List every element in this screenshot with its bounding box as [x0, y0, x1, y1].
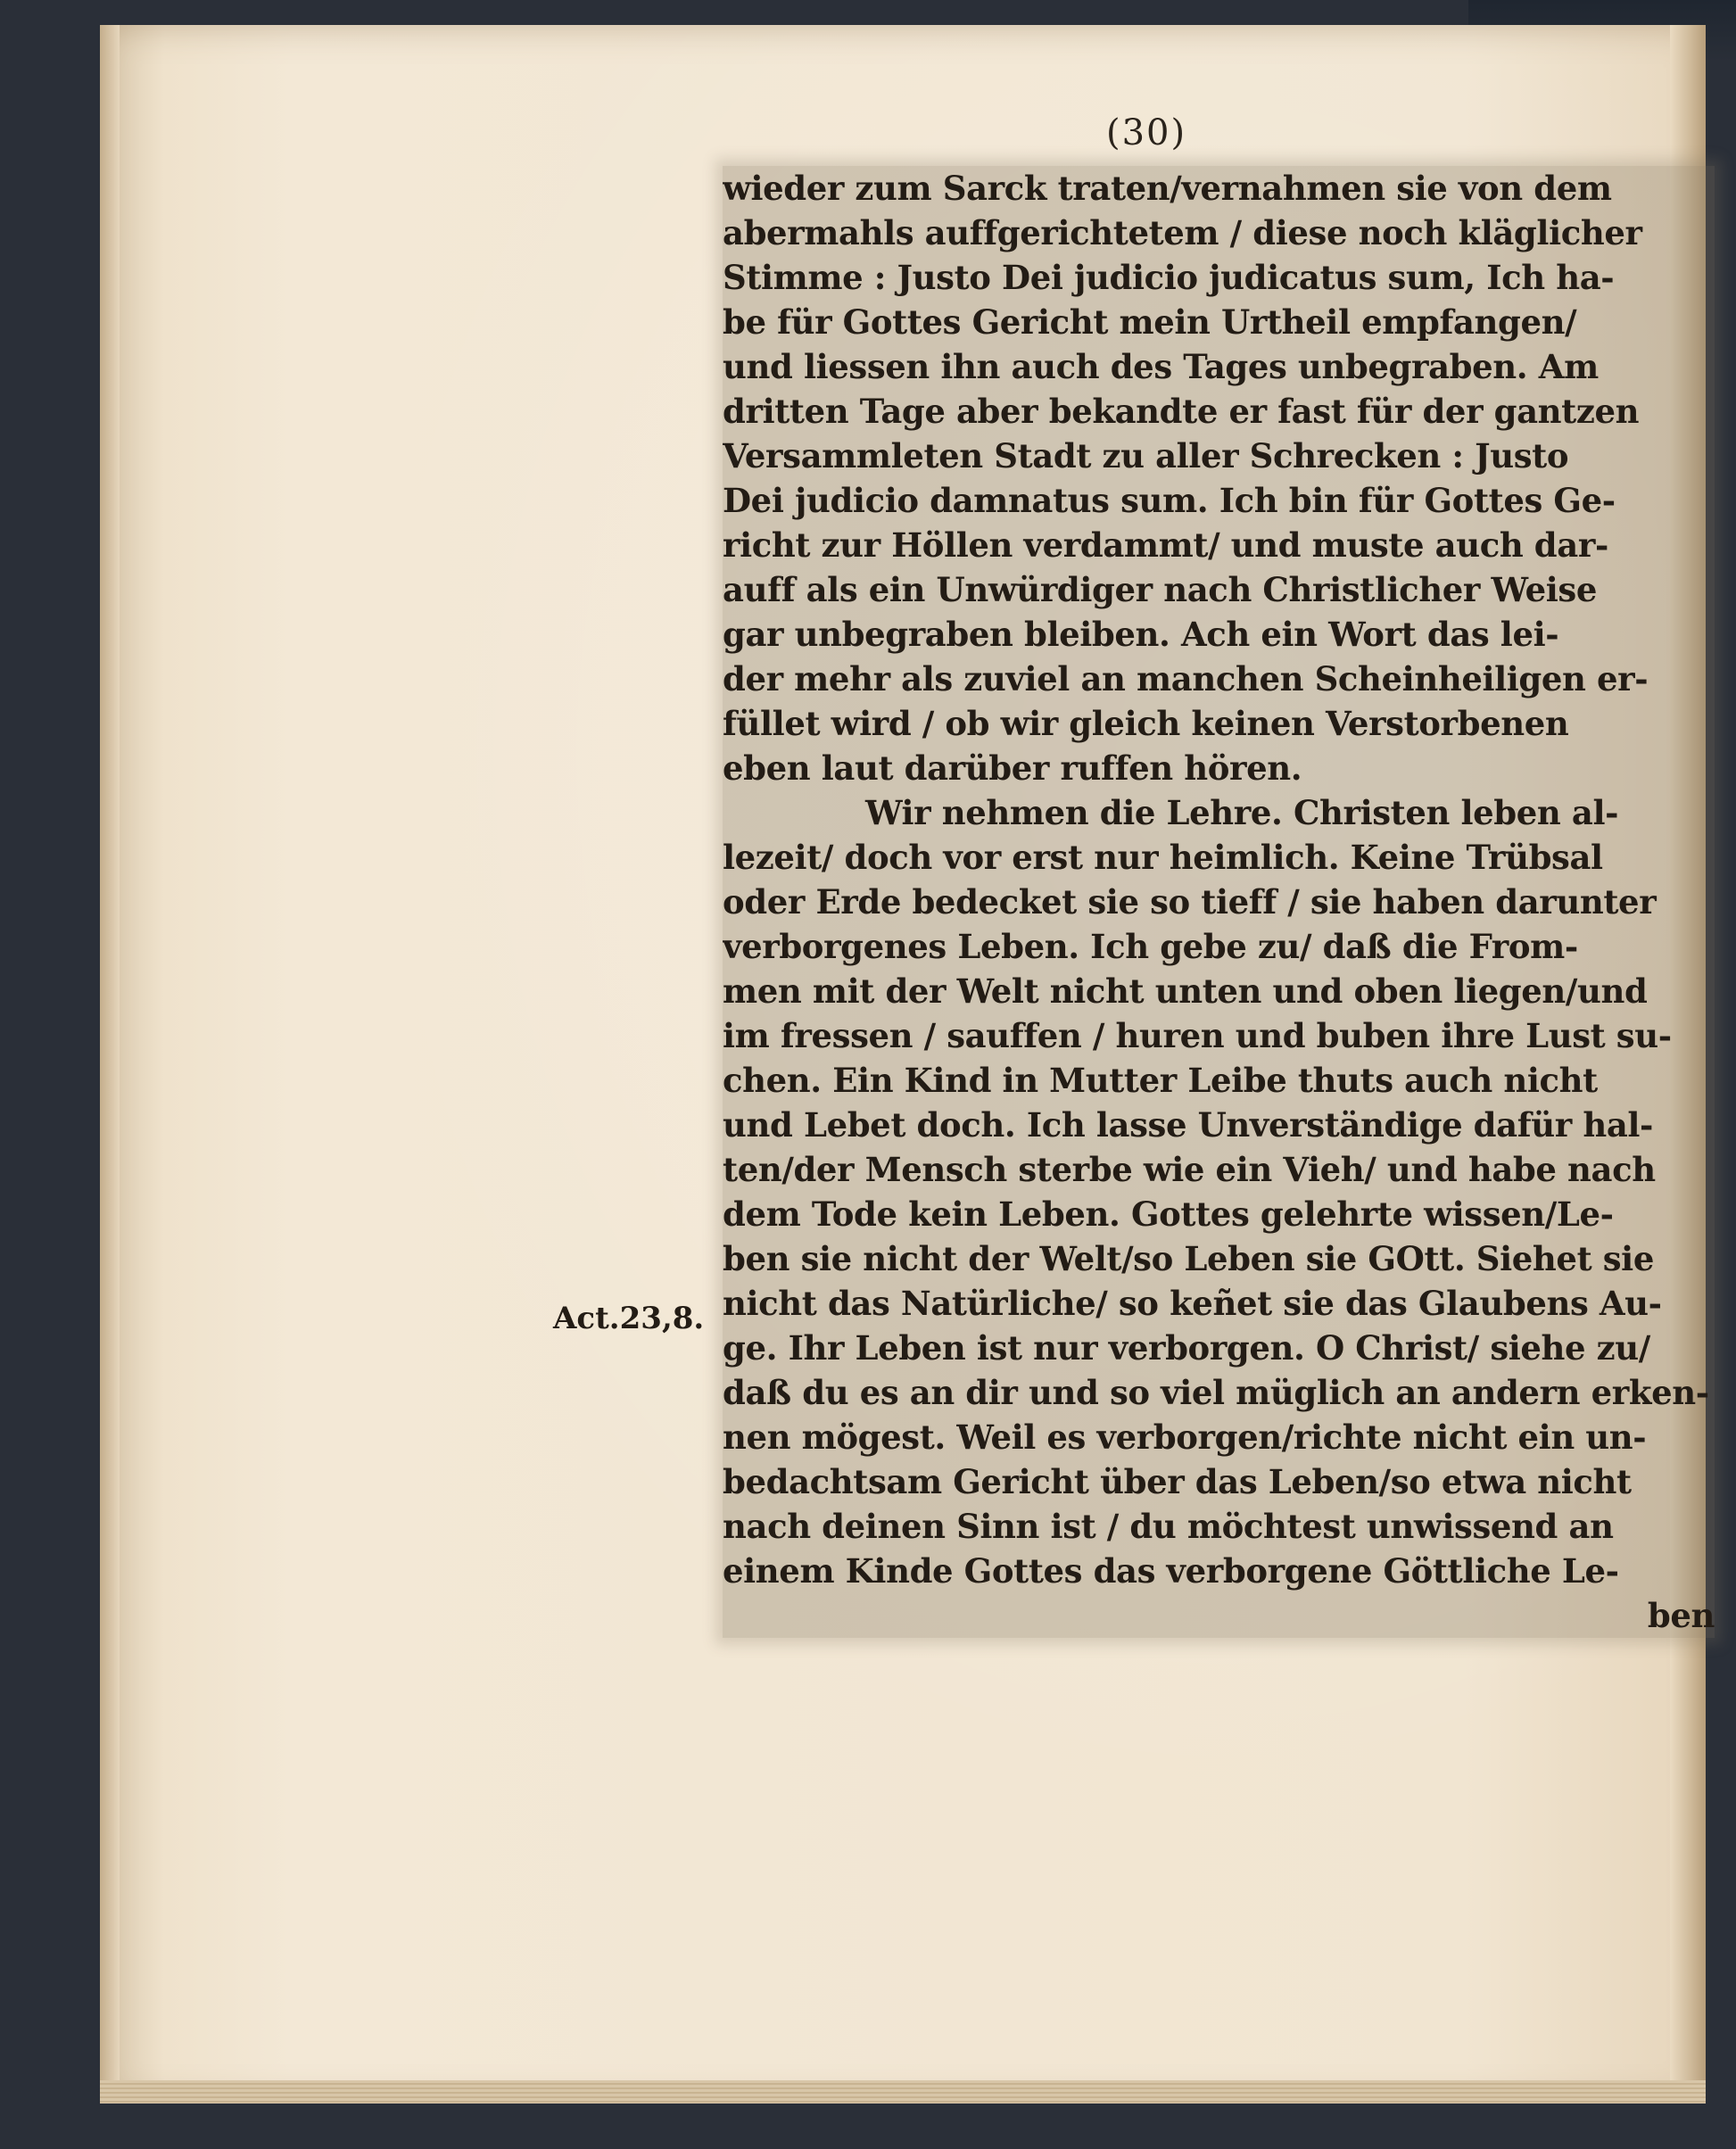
text-line-12: der mehr als zuviel an manchen Scheinheiligen er-	[723, 659, 1649, 698]
page-edge-left	[100, 25, 120, 2104]
text-line-1: wieder zum Sarck traten/vernahmen sie von dem	[723, 169, 1612, 208]
main-text-block	[723, 166, 1715, 1638]
text-line-21: chen. Ein Kind in Mutter Leibe thuts auch nicht	[723, 1061, 1598, 1100]
text-line-32: einem Kinde Gottes das verborgene Göttliche Le-	[723, 1551, 1619, 1591]
text-line-2: abermahls auffgerichtetem / diese noch kläglicher	[723, 213, 1642, 252]
text-line-33-catchword: ben	[1647, 1596, 1715, 1635]
text-line-31: nach deinen Sinn ist / du möchtest unwissend an	[723, 1507, 1614, 1546]
text-line-23: ten/der Mensch sterbe wie ein Vieh/ und habe nach	[723, 1150, 1656, 1189]
text-line-8: Dei judicio damnatus sum. Ich bin für Gottes Ge-	[723, 481, 1616, 520]
text-line-5: und liessen ihn auch des Tages unbegraben. Am	[723, 347, 1599, 386]
text-line-15: Wir nehmen die Lehre. Christen leben al-	[865, 793, 1619, 832]
text-line-19: men mit der Welt nicht unten und oben liegen/und	[723, 971, 1648, 1011]
text-line-9: richt zur Höllen verdammt/ und muste auch dar-	[723, 525, 1608, 565]
text-line-16: lezeit/ doch vor erst nur heimlich. Keine Trübsal	[723, 838, 1603, 877]
text-line-28: daß du es an dir und so viel müglich an andern erken-	[723, 1373, 1709, 1412]
text-line-18: verborgenes Leben. Ich gebe zu/ daß die From-	[723, 927, 1578, 966]
text-line-7: Versammleten Stadt zu aller Schrecken : Justo	[723, 436, 1569, 475]
book-page	[100, 25, 1715, 2104]
text-line-29: nen mögest. Weil es verborgen/richte nicht ein un-	[723, 1418, 1647, 1457]
text-line-24: dem Tode kein Leben. Gottes gelehrte wissen/Le-	[723, 1194, 1614, 1234]
text-line-11: gar unbegraben bleiben. Ach ein Wort das lei-	[723, 615, 1559, 654]
text-line-3: Stimme : Justo Dei judicio judicatus sum, Ich ha-	[723, 258, 1615, 297]
text-line-26: nicht das Natürliche/ so keñet sie das Glaubens Au-	[723, 1284, 1662, 1323]
text-line-27: ge. Ihr Leben ist nur verborgen. O Christ/ siehe zu/	[723, 1328, 1650, 1368]
text-line-17: oder Erde bedecket sie so tieff / sie haben darunter	[723, 882, 1657, 922]
text-line-10: auff als ein Unwürdiger nach Christlicher Weise	[723, 570, 1598, 609]
text-line-6: dritten Tage aber bekandte er fast für der gantzen	[723, 392, 1640, 431]
page-stack-bottom	[100, 2080, 1706, 2104]
margin-reference: Act.23,8.	[553, 1301, 705, 1336]
text-line-13: füllet wird / ob wir gleich keinen Verstorbenen	[723, 704, 1569, 743]
text-line-30: bedachtsam Gericht über das Leben/so etwa nicht	[723, 1462, 1632, 1501]
text-line-14: eben laut darüber ruffen hören.	[723, 748, 1302, 788]
text-line-22: und Lebet doch. Ich lasse Unverständige dafür hal-	[723, 1105, 1654, 1145]
text-line-4: be für Gottes Gericht mein Urtheil empfangen/	[723, 302, 1577, 342]
text-line-25: ben sie nicht der Welt/so Leben sie GOtt. Siehet sie	[723, 1239, 1654, 1278]
text-line-20: im fressen / sauffen / huren und buben ihre Lust su-	[723, 1016, 1672, 1055]
page-number: (30)	[1106, 112, 1187, 153]
